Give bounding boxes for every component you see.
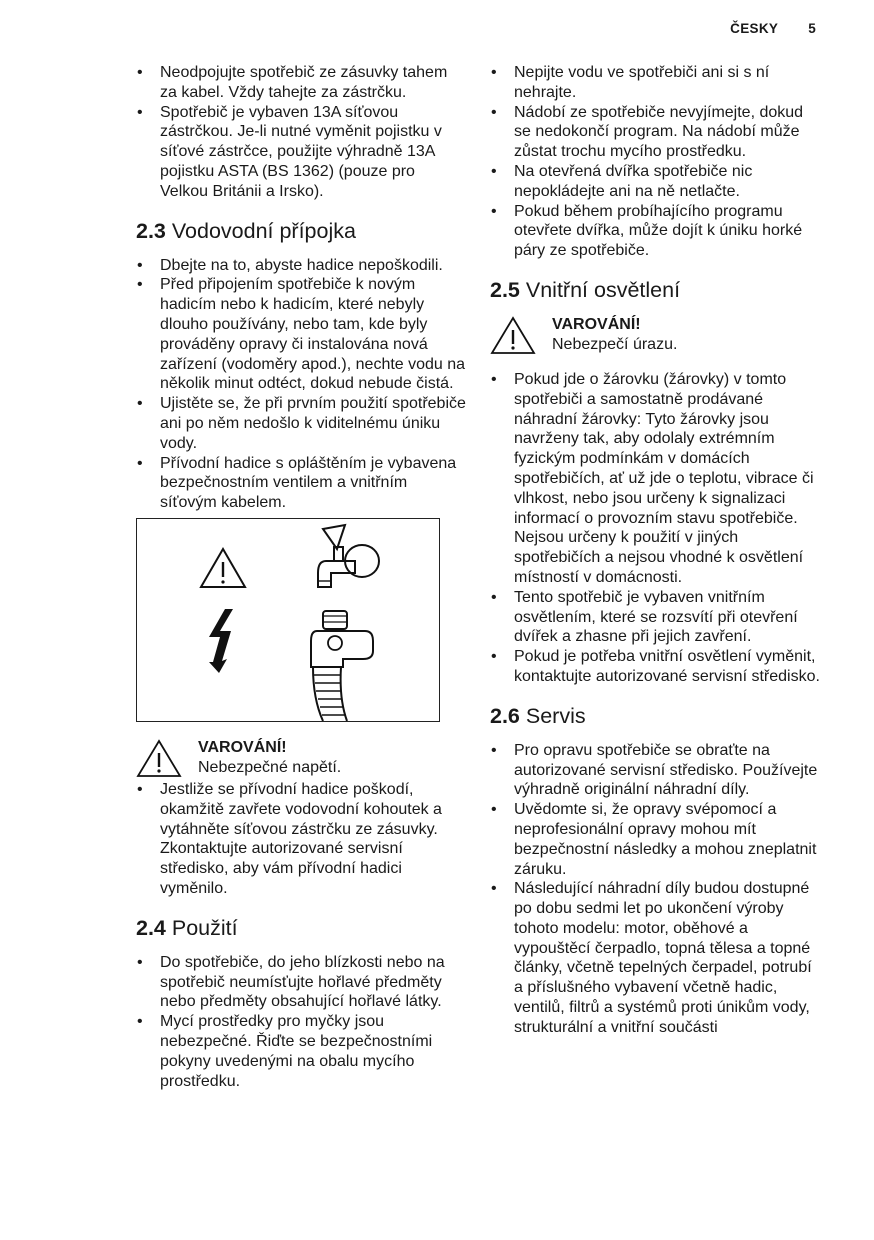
section-number: 2.5 <box>490 277 520 302</box>
section-number: 2.3 <box>136 218 166 243</box>
warning-title: VAROVÁNÍ! <box>198 738 287 756</box>
voltage-warning <box>136 738 466 778</box>
list-item: • Nepijte vodu ve spotřebiči ani si s ní nehrajte. <box>490 63 820 103</box>
list-item: • Pokud je potřeba vnitřní osvětlení vyměnit, kontaktujte autorizované servisní středisko. <box>490 647 820 687</box>
section-2-3-heading <box>136 218 466 244</box>
water-tap-icon <box>318 525 379 587</box>
right-column <box>490 63 820 1038</box>
section-number: 2.4 <box>136 915 166 940</box>
list-item: • Mycí prostředky pro myčky jsou nebezpečné. Řiďte se bezpečnostními pokyny uvedenými na obalu mycího prostředku. <box>136 1012 466 1091</box>
header-language: ČESKY <box>730 21 779 36</box>
list-item: • Tento spotřebič je vybaven vnitřním osvětlením, které se rozsvítí při otevření dvířek a zhasne při jejich zavření. <box>490 588 820 647</box>
list-item: • Pro opravu spotřebiče se obraťte na autorizované servisní středisko. Používejte výhradně originální náhradní díly. <box>490 741 820 800</box>
warning-title: VAROVÁNÍ! <box>552 315 641 333</box>
warning-text <box>552 315 677 355</box>
hose-safety-figure <box>136 518 440 722</box>
list-item: • Dbejte na to, abyste hadice nepoškodili. <box>136 256 466 276</box>
page-number: 5 <box>808 21 816 36</box>
list-item: • Následující náhradní díly budou dostupné po dobu sedmi let po ukončení výroby tohoto modelu: motor, oběhové a vypouštěcí čerpadlo, topná tělesa a topné články, včetně tepelných čerpadel, potrubí a příslušného vybavení včetně hadic, ventilů, filtrů a systémů proti únikům vody, strukturální a vnitřní součásti <box>490 879 820 1037</box>
right-intro-list <box>490 63 820 261</box>
list-item: • Před připojením spotřebiče k novým hadicím nebo k hadicím, které nebyly dlouho používány, nebo tam, kde byly prováděny opravy či instalována nová zařízení (vodoměry apod.), nechte vodu na několik minut odtéct, dokud nebude čistá. <box>136 275 466 394</box>
section-2-3-list <box>136 256 466 513</box>
section-number: 2.6 <box>490 703 520 728</box>
inlet-hose-valve-icon <box>311 611 373 721</box>
list-item: • Ujistěte se, že při prvním použití spotřebiče ani po něm nedošlo k viditelnému úniku vody. <box>136 394 466 453</box>
section-2-3-after-list <box>136 780 466 899</box>
warning-message: Nebezpečí úrazu. <box>552 335 678 353</box>
left-intro-list <box>136 63 466 202</box>
list-item: • Pokud jde o žárovku (žárovky) v tomto spotřebiči a samostatně prodávané náhradní žárovky: Tyto žárovky jsou navrženy tak, aby odolaly extrémním fyzickým podmínkám v domácích spotřebičích, ať už jde o teplotu, vibrace či vlhkost, nebo jsou určeny k signalizaci informací o provozním stavu spotřebiče. Nejsou určeny k použití v jiných spotřebičích a nejsou vhodné k osvětlení místností v domácnosti. <box>490 370 820 588</box>
list-item: • Jestliže se přívodní hadice poškodí, okamžitě zavřete vodovodní kohoutek a vytáhněte síťovou zástrčku ze zásuvky. Zkontaktujte autorizované servisní středisko, aby vám přívodní hadici vyměnilo. <box>136 780 466 899</box>
injury-warning <box>490 315 820 355</box>
warning-message: Nebezpečné napětí. <box>198 758 342 776</box>
section-title: Vodovodní přípojka <box>171 218 356 243</box>
warning-text <box>198 738 341 778</box>
section-title: Vnitřní osvětlení <box>525 277 681 302</box>
lightning-bolt-icon <box>209 609 233 673</box>
list-item: • Spotřebič je vybaven 13A síťovou zástrčkou. Je-li nutné vyměnit pojistku v síťové zástrčce, použijte výhradně 13A pojistku ASTA (BS 1362) (pouze pro Velkou Británii a Irsko). <box>136 103 466 202</box>
list-item: • Na otevřená dvířka spotřebiče nic nepokládejte ani na ně netlačte. <box>490 162 820 202</box>
section-2-5-list <box>490 370 820 687</box>
section-title: Použití <box>171 915 238 940</box>
section-2-6-heading <box>490 703 820 729</box>
section-2-4-heading <box>136 915 466 941</box>
page-header <box>730 21 816 36</box>
list-item: • Neodpojujte spotřebič ze zásuvky tahem za kabel. Vždy tahejte za zástrčku. <box>136 63 466 103</box>
warning-triangle-icon <box>490 315 536 355</box>
section-2-5-heading <box>490 277 820 303</box>
warning-triangle-icon <box>201 549 245 587</box>
figure-drawing <box>137 519 439 721</box>
list-item: • Do spotřebiče, do jeho blízkosti nebo na spotřebič neumísťujte hořlavé předměty nebo předměty obsahující hořlavé látky. <box>136 953 466 1012</box>
section-title: Servis <box>525 703 586 728</box>
section-2-6-list <box>490 741 820 1038</box>
section-2-4-list <box>136 953 466 1092</box>
list-item: • Uvědomte si, že opravy svépomocí a neprofesionální opravy mohou mít bezpečnostní následky a mohou zneplatnit záruku. <box>490 800 820 879</box>
list-item: • Přívodní hadice s opláštěním je vybavena bezpečnostním ventilem a vnitřním síťovým kabelem. <box>136 454 466 513</box>
list-item: • Pokud během probíhajícího programu otevřete dvířka, může dojít k úniku horké páry ze spotřebiče. <box>490 202 820 261</box>
left-column <box>136 63 466 1091</box>
warning-triangle-icon <box>136 738 182 778</box>
list-item: • Nádobí ze spotřebiče nevyjímejte, dokud se nedokončí program. Na nádobí může zůstat trochu mycího prostředku. <box>490 103 820 162</box>
